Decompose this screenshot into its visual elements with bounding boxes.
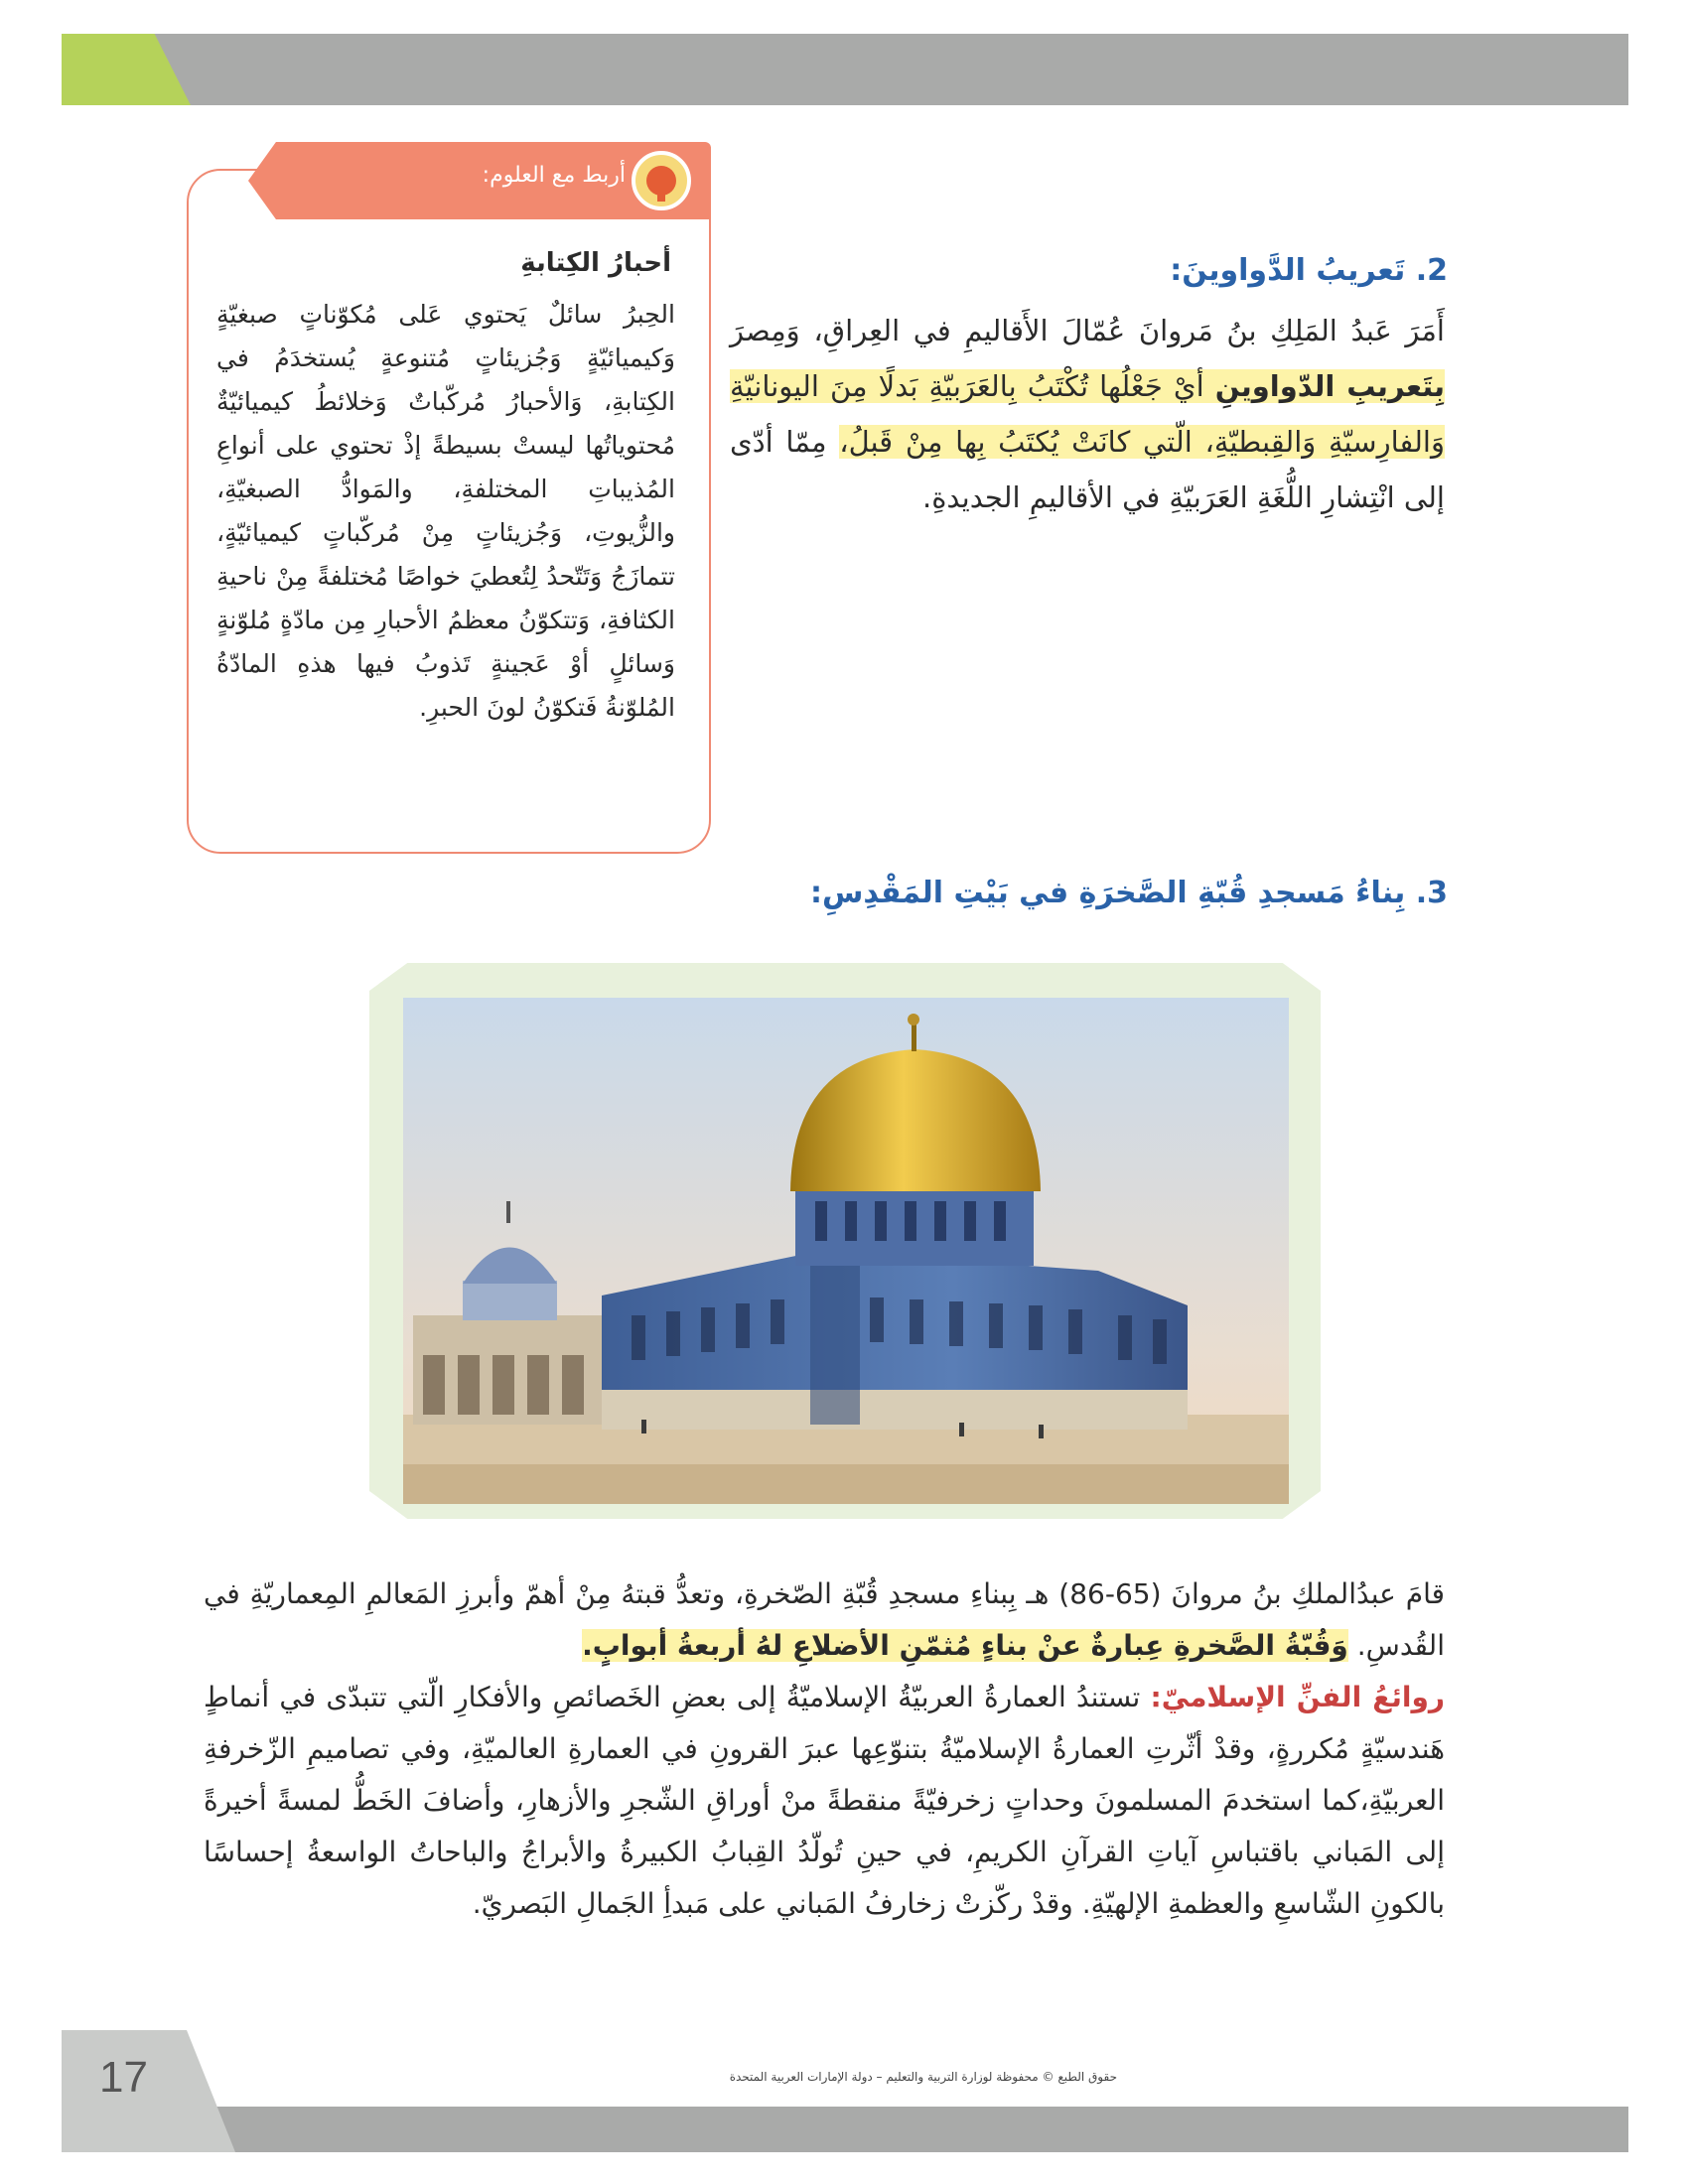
p4-highlight: وَقُبّةُ الصَّخرةِ عِبارةٌ عنْ بناءٍ مُثمّنِ الأضلاعِ لهُ أربعةُ أبوابٍ. [582,1629,1348,1662]
p4-body: تستندُ العمارةُ العربيّةُ الإسلاميّةُ إلى بعضِ الخَصائصِ والأفكارِ الّتي تتبدّى في أنماطٍ هَندسيّةٍ مُكررةٍ، وقدْ أثّرتِ العمارةُ الإسلاميّةُ بتنوّعِها عبرَ القرونِ في العمارةِ العالميّةِ، وفي تصاميمِ الزّخرفةِ العربيّةِ،كما استخدمَ المسلمونَ وحداتٍ زخرفيّةً منقطةً منْ أوراقِ الشّجرِ والأزهارِ، وأضافَ الخَطُّ لمسةً أخيرةً إلى المَباني باقتباسِ آياتِ القرآنِ الكريمِ، في حينِ تُولّدُ القِبابُ الكبيرةُ والأبراجُ والباحاتُ الواسعةُ إحساسًا بالكونِ الشّاسعِ والعظمةِ الإلهيّةِ. وقدْ ركّزتْ زخارفُ المَباني على مَبدأِ الجَمالِ البَصريّ. [204,1681,1445,1920]
s2-text-2: مِمّا أدّى إلى انْتِشارِ اللُّغَةِ العَرَبيّةِ في الأقاليمِ الجديدةِ. [730,425,1445,514]
section-2-heading: 2. تَعريبُ الدَّواوينَ: [1170,253,1448,288]
p4-line1: قامَ عبدُالملكِ بنُ مروانَ (65-86) هـ بِبناءِ مسجدِ قُبّةِ الصّخرةِ، وتعدُّ قبتهُ مِنْ أهمّ وأبرزِ المَعالمِ المِعماريّةِ في القُدسِ. [204,1577,1445,1662]
header-bar [154,34,1628,105]
copyright-text: حقوق الطبع © محفوظة لوزارة التربية والتعليم – دولة الإمارات العربية المتحدة [729,2070,1117,2084]
footer-bar [159,2107,1628,2152]
s2-highlight: أيْ جَعْلُها تُكْتَبُ بِالعَرَبيّةِ بَدلًا مِنَ اليونانيّةِ وَالفارِسيّةِ وَالقِبطيّةِ، الّتي كانَتْ يُكتَبُ بِها مِنْ قَبلُ، [730,369,1445,459]
s2-text-1: أَمَرَ عَبدُ المَلِكِ بنُ مَروانَ عُمّالَ الأَقاليمِ في العِراقِ، وَمِصرَ [730,314,1445,347]
page-number-tab [62,2030,235,2152]
section-3-heading: 3. بِناءُ مَسجدِ قُبّةِ الصَّخرَةِ في بَيْتِ المَقْدِسِ: [810,876,1448,910]
science-link-label: أربط مع العلوم: [482,163,626,188]
s2-bold: بِتَعريبِ الدّواوينِ [1214,369,1445,403]
islamic-art-title: روائعُ الفنِّ الإسلاميّ: [1150,1681,1445,1713]
dome-of-the-rock-photo [403,998,1289,1504]
lightbulb-icon [632,151,691,210]
section-2-paragraph [730,303,1445,525]
sidebar-title: أحبارُ الكِتابةِ [520,248,671,278]
page-number: 17 [99,2053,148,2102]
main-paragraph [204,1569,1445,1930]
sidebar-body: الحِبرُ سائلٌ يَحتوي عَلى مُكوّناتٍ صبغيّةٍ وَكيميائيّةٍ وَجُزيئاتٍ مُتنوعةٍ يُستخدَمُ في الكِتابةِ، وَالأحبارُ مُركّباتٌ وَخلائطُ كيميائيّةٌ مُحتوياتُها ليستْ بسيطةً إذْ تحتوي على أنواعِ المُذيباتِ المختلفةِ، والمَوادُّ الصبغيّةِ، والزُّيوتِ، وَجُزيئاتٍ مِنْ مُركّباتٍ كيميائيّةٍ، تتمازَجُ وَتَتّحدُ لِتُعطيَ خواصًا مُختلفةً مِنْ ناحيةِ الكثافةِ، وَتتكوّنُ معظمُ الأحبارِ مِن مادّةٍ مُلوّنةٍ وَسائلٍ أوْ عَجينةٍ تَذوبُ فيها هذهِ المادّةُ المُلوّنةُ فَتكوّنُ لونَ الحبرِ. [216,300,675,722]
